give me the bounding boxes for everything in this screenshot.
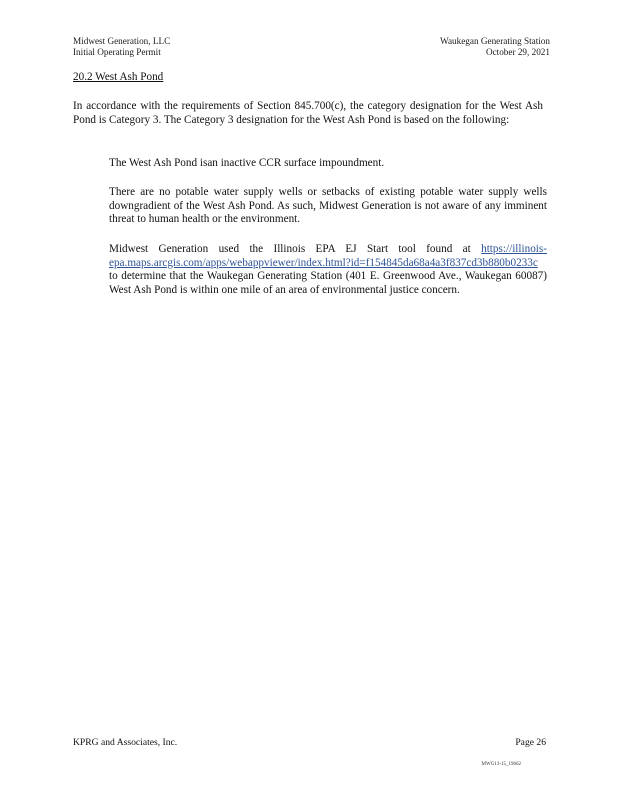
bates-number: MWG13-15_19662 xyxy=(481,762,521,767)
ej-text-after: to determine that the Waukegan Generating Station (401 E. Greenwood Ave., Waukegan 60087) West Ash Pond is within one mile of an area of environmental justice concern. xyxy=(109,270,547,296)
header-station: Waukegan Generating Station xyxy=(440,36,550,46)
ej-text-before: Midwest Generation used the Illinois EPA EJ Start tool found at xyxy=(109,243,482,255)
header-left xyxy=(73,36,170,58)
header-company: Midwest Generation, LLC xyxy=(73,36,171,46)
header-date: October 29, 2021 xyxy=(485,47,550,57)
header-document-type: Initial Operating Permit xyxy=(73,47,161,57)
page-number: Page 26 xyxy=(515,737,546,748)
section-title: 20.2 West Ash Pond xyxy=(73,71,164,83)
intro-paragraph: In accordance with the requirements of Section 845.700(c), the category designation for the West Ash Pond is Category 3. The Category 3 designation for the West Ash Pond is based on the following: xyxy=(73,100,543,126)
indented-paragraph-2: There are no potable water supply wells or setbacks of existing potable water supply wells downgradient of the West Ash Pond. As such, Midwest Generation is not aware of any imminent threat to human health or the environment. xyxy=(109,186,547,226)
header-right xyxy=(440,36,550,58)
ej-paragraph xyxy=(109,243,547,297)
indented-paragraph-1: The West Ash Pond isan inactive CCR surface impoundment. xyxy=(109,157,385,169)
footer-company: KPRG and Associates, Inc. xyxy=(73,737,178,748)
ej-start-tool-link[interactable]: https://illinois-epa.maps.arcgis.com/apps/webappviewer/index.html?id=f154845da68a4a3f837cd3b880b0233c xyxy=(109,243,547,269)
